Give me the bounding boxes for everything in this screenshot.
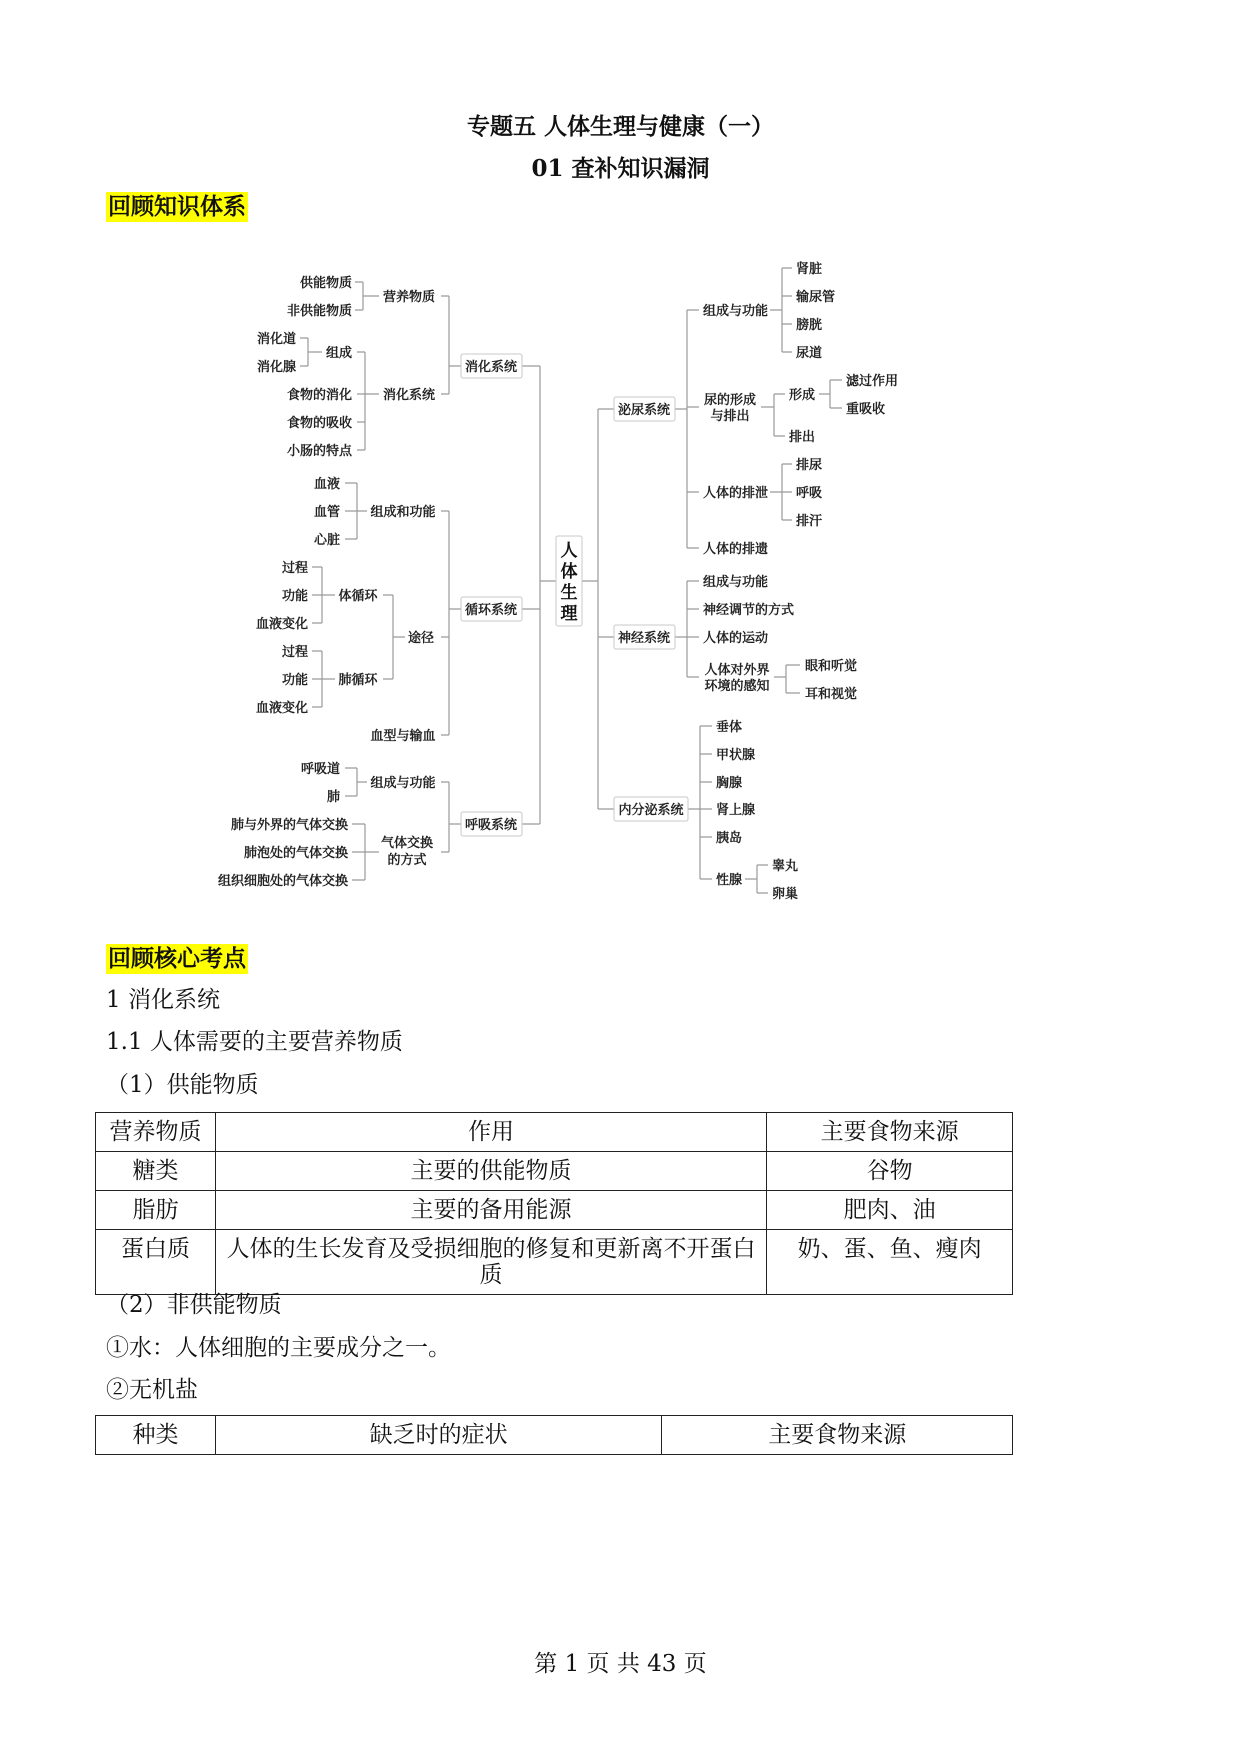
mm-node: 功能: [281, 589, 308, 604]
table-header-row: [96, 1416, 1013, 1455]
table-row: [96, 1191, 1013, 1230]
mm-node: 环境的感知: [704, 679, 770, 694]
mm-node: 膀胱: [796, 318, 823, 333]
table-header-cell: 缺乏时的症状: [215, 1416, 661, 1455]
svg-text:人: 人: [560, 541, 578, 561]
table-header-cell: 主要食物来源: [662, 1416, 1013, 1455]
page-footer: 第 1 页 共 43 页: [534, 1651, 707, 1677]
heading-nutrients: 1.1 人体需要的主要营养物质: [106, 1029, 403, 1055]
table-cell: 人体的生长发育及受损细胞的修复和更新离不开蛋白质: [215, 1230, 766, 1295]
mm-node: 呼吸道: [300, 762, 340, 777]
page-subtitle: 01 查补知识漏洞: [531, 155, 710, 182]
table-header-row: [96, 1113, 1013, 1152]
mm-node: 血液变化: [255, 701, 308, 716]
table-header-cell: 作用: [215, 1113, 766, 1152]
para-non-energy-nutrients: （2）非供能物质: [106, 1292, 282, 1318]
mm-node: 呼吸: [796, 486, 823, 501]
table-cell: 奶、蛋、鱼、瘦肉: [767, 1230, 1013, 1295]
table-cell: 脂肪: [96, 1191, 216, 1230]
mm-node: 过程: [281, 645, 308, 660]
mm-node: 小肠的特点: [286, 444, 352, 459]
mm-node: 排尿: [796, 458, 823, 473]
mm-node: 肺循环: [338, 673, 378, 688]
mm-node: 性腺: [716, 873, 743, 888]
mm-node: 功能: [281, 673, 308, 688]
mm-node: 供能物质: [299, 276, 352, 291]
mm-node: 人体的排遗: [703, 542, 769, 557]
table-cell: 肥肉、油: [767, 1191, 1013, 1230]
mm-node-endocrine-system: 内分泌系统: [618, 803, 684, 818]
mm-node: 尿道: [796, 346, 823, 361]
mm-node: 人体对外界: [704, 663, 770, 678]
mm-node: 营养物质: [382, 290, 436, 305]
mm-node: 与排出: [710, 409, 750, 424]
mm-node: 胰岛: [716, 831, 743, 846]
mm-node: 输尿管: [796, 290, 836, 305]
mm-node: 人体的排泄: [703, 486, 769, 501]
mm-node: 肺: [326, 790, 340, 805]
mm-root: [561, 541, 579, 624]
table-cell: 主要的备用能源: [215, 1191, 766, 1230]
para-minerals: ②无机盐: [106, 1377, 198, 1403]
mm-node: 过程: [281, 561, 308, 576]
mm-node: 组成与功能: [370, 776, 436, 791]
mm-node-circulatory-system: 循环系统: [464, 603, 518, 618]
mm-node: 食物的吸收: [286, 416, 352, 431]
mm-node: 胸腺: [716, 776, 743, 791]
mm-node: 气体交换: [380, 836, 434, 851]
mm-node: 组成: [325, 346, 353, 361]
table-cell: 蛋白质: [96, 1230, 216, 1295]
mm-node: 肾脏: [796, 262, 823, 277]
mm-node: 神经调节的方式: [703, 603, 795, 618]
mm-node: 非供能物质: [286, 304, 352, 319]
mm-node: 排汗: [796, 514, 823, 529]
mm-node: 途径: [407, 631, 435, 646]
mm-node: 甲状腺: [716, 748, 756, 763]
mm-node: 食物的消化: [286, 388, 352, 403]
mm-node-respiratory-system: 呼吸系统: [464, 818, 518, 833]
mm-node: 人体的运动: [703, 631, 769, 646]
mm-node: 肺泡处的气体交换: [243, 846, 348, 861]
mm-node: 睾丸: [772, 859, 799, 874]
table-row: [96, 1152, 1013, 1191]
mm-node: 组成与功能: [703, 575, 769, 590]
mm-node: 垂体: [716, 720, 743, 735]
mm-node: 组织细胞处的气体交换: [217, 874, 348, 889]
mm-node-urinary-system: 泌尿系统: [617, 403, 671, 418]
heading-digestive: 1 消化系统: [106, 987, 220, 1013]
svg-text:生: 生: [560, 583, 578, 603]
mm-node: 心脏: [313, 533, 340, 548]
mm-node-nervous-system: 神经系统: [617, 631, 671, 646]
mm-node: 形成: [789, 388, 816, 403]
mm-node: 眼和听觉: [805, 659, 858, 674]
mm-node: 肾上腺: [716, 803, 756, 818]
minerals-table: [95, 1415, 1013, 1455]
table-header-cell: 种类: [96, 1416, 216, 1455]
mm-node: 重吸收: [846, 402, 886, 417]
mm-node: 卵巢: [772, 887, 799, 902]
table-header-cell: 营养物质: [96, 1113, 216, 1152]
table-row: [96, 1230, 1013, 1295]
mm-node: 滤过作用: [846, 374, 899, 389]
section-heading-knowledge-system: 回顾知识体系: [108, 193, 246, 220]
mm-node: 消化道: [256, 332, 296, 347]
mm-node: 组成和功能: [370, 505, 436, 520]
svg-text:理: 理: [560, 604, 578, 624]
table-header-cell: 主要食物来源: [767, 1113, 1013, 1152]
mm-node: 肺与外界的气体交换: [230, 818, 348, 833]
para-energy-nutrients: （1）供能物质: [106, 1072, 259, 1098]
table-cell: 谷物: [767, 1152, 1013, 1191]
mm-node: 消化腺: [256, 360, 296, 375]
mm-node: 尿的形成: [703, 393, 757, 408]
mm-node: 血液: [313, 477, 340, 492]
section-heading-core-points: 回顾核心考点: [108, 945, 246, 972]
svg-text:体: 体: [560, 562, 578, 582]
mm-node: 的方式: [387, 853, 427, 868]
mm-node: 血型与输血: [370, 729, 436, 744]
mm-node: 排出: [789, 430, 816, 445]
mm-node: 血管: [313, 505, 340, 520]
page-title: 专题五 人体生理与健康（一）: [466, 113, 774, 140]
para-water: ①水：人体细胞的主要成分之一。: [106, 1335, 451, 1361]
table-cell: 主要的供能物质: [215, 1152, 766, 1191]
mm-node: 组成与功能: [703, 304, 769, 319]
mm-node: 消化系统: [382, 388, 436, 403]
mm-node: 耳和视觉: [805, 687, 858, 702]
mm-node-digestive-system: 消化系统: [464, 360, 518, 375]
mm-node: 体循环: [338, 589, 378, 604]
mm-node: 血液变化: [255, 617, 308, 632]
energy-nutrients-table: [95, 1112, 1013, 1295]
table-cell: 糖类: [96, 1152, 216, 1191]
